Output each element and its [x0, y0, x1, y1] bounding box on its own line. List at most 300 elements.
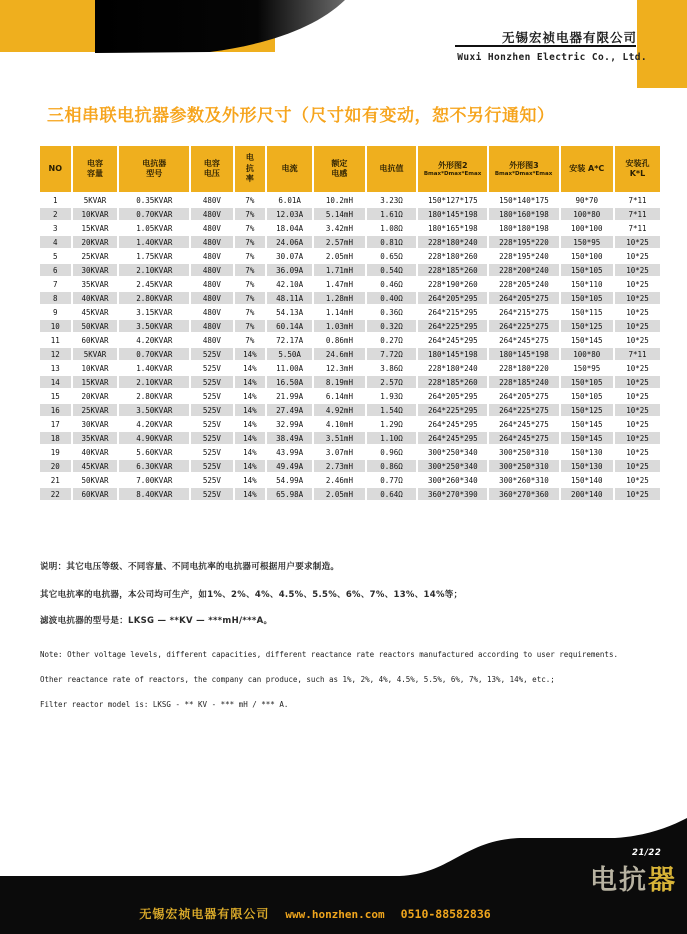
note-cn-1: 说明：其它电压等级、不同容量、不同电抗率的电抗器可根据用户要求制造。	[40, 562, 340, 572]
table-cell: 7%	[235, 306, 266, 318]
table-cell: 264*245*275	[489, 334, 558, 346]
table-cell: 480V	[191, 194, 232, 206]
table-cell: 32.99A	[267, 418, 312, 430]
table-header	[40, 146, 660, 192]
table-row	[40, 320, 660, 332]
table-cell: 2.57Ω	[367, 376, 417, 388]
table-row	[40, 488, 660, 500]
table-cell: 480V	[191, 320, 232, 332]
table-cell: 15KVAR	[73, 376, 118, 388]
table-cell: 11	[40, 334, 71, 346]
table-cell: 150*145	[561, 334, 613, 346]
table-cell: 21.99A	[267, 390, 312, 402]
spec-table	[38, 144, 662, 502]
table-cell: 10*25	[615, 488, 660, 500]
table-cell: 150*105	[561, 390, 613, 402]
table-cell: 1.10Ω	[367, 432, 417, 444]
table-cell: 30.07A	[267, 250, 312, 262]
table-cell: 264*215*295	[418, 306, 487, 318]
table-cell: 20KVAR	[73, 236, 118, 248]
brand-logo-part2: 器	[648, 865, 677, 896]
table-cell: 10*25	[615, 446, 660, 458]
table-cell: 14%	[235, 460, 266, 472]
table-cell: 2.10KVAR	[119, 376, 189, 388]
table-cell: 264*215*275	[489, 306, 558, 318]
table-cell: 2.46mH	[314, 474, 365, 486]
table-cell: 20	[40, 460, 71, 472]
table-cell: 180*165*198	[418, 222, 487, 234]
table-cell: 300*260*340	[418, 474, 487, 486]
column-header: 电流	[267, 146, 312, 192]
table-cell: 150*127*175	[418, 194, 487, 206]
table-cell: 7%	[235, 264, 266, 276]
table-cell: 49.49A	[267, 460, 312, 472]
table-cell: 10*25	[615, 390, 660, 402]
table-cell: 45KVAR	[73, 306, 118, 318]
table-cell: 0.40Ω	[367, 292, 417, 304]
table-cell: 7	[40, 278, 71, 290]
table-cell: 228*185*260	[418, 376, 487, 388]
table-cell: 10KVAR	[73, 208, 118, 220]
table-cell: 10*25	[615, 432, 660, 444]
table-cell: 480V	[191, 278, 232, 290]
footer-company-name: 无锡宏祯电器有限公司	[139, 907, 270, 921]
table-row	[40, 418, 660, 430]
table-cell: 264*205*275	[489, 292, 558, 304]
table-cell: 150*100	[561, 250, 613, 262]
table-cell: 264*245*295	[418, 432, 487, 444]
table-cell: 150*140	[561, 474, 613, 486]
table-cell: 6.14mH	[314, 390, 365, 402]
table-cell: 180*160*198	[489, 208, 558, 220]
table-cell: 150*95	[561, 236, 613, 248]
table-cell: 264*245*275	[489, 432, 558, 444]
table-cell: 54.99A	[267, 474, 312, 486]
table-cell: 19	[40, 446, 71, 458]
table-cell: 90*70	[561, 194, 613, 206]
table-cell: 1.29Ω	[367, 418, 417, 430]
table-cell: 0.35KVAR	[119, 194, 189, 206]
table-cell: 7*11	[615, 208, 660, 220]
table-cell: 27.49A	[267, 404, 312, 416]
table-cell: 10*25	[615, 320, 660, 332]
table-cell: 4.20KVAR	[119, 418, 189, 430]
table-cell: 60KVAR	[73, 488, 118, 500]
table-cell: 264*245*295	[418, 418, 487, 430]
table-cell: 100*100	[561, 222, 613, 234]
table-cell: 14%	[235, 488, 266, 500]
table-row	[40, 348, 660, 360]
table-cell: 18.04A	[267, 222, 312, 234]
table-cell: 14	[40, 376, 71, 388]
table-cell: 43.99A	[267, 446, 312, 458]
table-cell: 228*195*240	[489, 250, 558, 262]
table-cell: 7%	[235, 208, 266, 220]
table-cell: 10*25	[615, 264, 660, 276]
table-cell: 10*25	[615, 460, 660, 472]
header-divider	[455, 45, 636, 47]
table-row	[40, 376, 660, 388]
table-cell: 14%	[235, 362, 266, 374]
page-number: 21/22	[632, 848, 662, 858]
table-cell: 54.13A	[267, 306, 312, 318]
table-cell: 12.3mH	[314, 362, 365, 374]
table-cell: 2.10KVAR	[119, 264, 189, 276]
table-cell: 10*25	[615, 292, 660, 304]
table-row	[40, 292, 660, 304]
table-cell: 4.10mH	[314, 418, 365, 430]
table-cell: 0.96Ω	[367, 446, 417, 458]
table-cell: 50KVAR	[73, 320, 118, 332]
table-cell: 14%	[235, 418, 266, 430]
table-cell: 5.60KVAR	[119, 446, 189, 458]
table-cell: 14%	[235, 432, 266, 444]
page-title: 三相串联电抗器参数及外形尺寸（尺寸如有变动，恕不另行通知）	[47, 106, 555, 126]
column-header: 电 抗 率	[235, 146, 266, 192]
table-cell: 2.05mH	[314, 488, 365, 500]
table-cell: 525V	[191, 432, 232, 444]
table-cell: 228*180*220	[489, 362, 558, 374]
table-cell: 480V	[191, 306, 232, 318]
table-cell: 180*145*198	[418, 208, 487, 220]
table-cell: 525V	[191, 390, 232, 402]
table-cell: 50KVAR	[73, 474, 118, 486]
table-cell: 10*25	[615, 306, 660, 318]
table-cell: 21	[40, 474, 71, 486]
table-cell: 42.10A	[267, 278, 312, 290]
table-cell: 5.14mH	[314, 208, 365, 220]
table-cell: 1.71mH	[314, 264, 365, 276]
table-cell: 228*180*240	[418, 362, 487, 374]
table-cell: 150*145	[561, 432, 613, 444]
table-cell: 7%	[235, 292, 266, 304]
table-cell: 0.36Ω	[367, 306, 417, 318]
table-cell: 300*250*310	[489, 446, 558, 458]
table-cell: 14%	[235, 376, 266, 388]
table-cell: 1.61Ω	[367, 208, 417, 220]
table-cell: 1.47mH	[314, 278, 365, 290]
table-cell: 228*180*260	[418, 250, 487, 262]
table-row	[40, 362, 660, 374]
table-cell: 300*250*340	[418, 446, 487, 458]
table-cell: 228*185*260	[418, 264, 487, 276]
table-cell: 14%	[235, 404, 266, 416]
table-cell: 0.46Ω	[367, 278, 417, 290]
table-cell: 18	[40, 432, 71, 444]
table-cell: 3.07mH	[314, 446, 365, 458]
table-cell: 7.00KVAR	[119, 474, 189, 486]
table-cell: 11.00A	[267, 362, 312, 374]
note-cn-2: 其它电抗率的电抗器，本公司均可生产，如1%、2%、4%、4.5%、5.5%、6%、7%、13%、14%等；	[40, 590, 463, 600]
table-cell: 40KVAR	[73, 446, 118, 458]
table-cell: 180*145*198	[418, 348, 487, 360]
table-cell: 10*25	[615, 334, 660, 346]
table-cell: 525V	[191, 460, 232, 472]
table-cell: 10*25	[615, 362, 660, 374]
table-cell: 264*245*275	[489, 418, 558, 430]
table-cell: 5.50A	[267, 348, 312, 360]
table-cell: 3.23Ω	[367, 194, 417, 206]
table-cell: 2.80KVAR	[119, 390, 189, 402]
table-cell: 30KVAR	[73, 418, 118, 430]
table-cell: 480V	[191, 334, 232, 346]
table-cell: 2	[40, 208, 71, 220]
table-cell: 525V	[191, 362, 232, 374]
table-cell: 9	[40, 306, 71, 318]
table-cell: 150*130	[561, 446, 613, 458]
table-row	[40, 390, 660, 402]
table-cell: 4	[40, 236, 71, 248]
column-header: 安装孔 K*L	[615, 146, 660, 192]
table-cell: 5KVAR	[73, 348, 118, 360]
table-cell: 14%	[235, 446, 266, 458]
table-cell: 20KVAR	[73, 390, 118, 402]
table-cell: 4.92mH	[314, 404, 365, 416]
table-cell: 525V	[191, 348, 232, 360]
table-cell: 525V	[191, 404, 232, 416]
table-cell: 14%	[235, 474, 266, 486]
table-body	[40, 194, 660, 500]
table-row	[40, 446, 660, 458]
table-cell: 13	[40, 362, 71, 374]
table-cell: 5KVAR	[73, 194, 118, 206]
table-cell: 7%	[235, 334, 266, 346]
table-cell: 264*245*295	[418, 334, 487, 346]
table-cell: 14%	[235, 390, 266, 402]
table-cell: 7*11	[615, 348, 660, 360]
table-cell: 3.15KVAR	[119, 306, 189, 318]
footer-contact-line	[90, 905, 540, 922]
table-cell: 3.86Ω	[367, 362, 417, 374]
table-cell: 35KVAR	[73, 432, 118, 444]
table-cell: 22	[40, 488, 71, 500]
footer-phone-number: 0510-88582836	[400, 907, 491, 921]
table-cell: 0.81Ω	[367, 236, 417, 248]
table-cell: 7*11	[615, 194, 660, 206]
table-cell: 10*25	[615, 376, 660, 388]
table-cell: 525V	[191, 474, 232, 486]
table-cell: 0.27Ω	[367, 334, 417, 346]
table-cell: 3.50KVAR	[119, 404, 189, 416]
table-cell: 264*205*295	[418, 292, 487, 304]
column-header: 外形图3 Bmax*Dmax*Emax	[489, 146, 558, 192]
note-en-3: Filter reactor model is: LKSG - ** KV - *** mH / *** A.	[40, 700, 289, 709]
table-cell: 7*11	[615, 222, 660, 234]
table-cell: 480V	[191, 236, 232, 248]
company-name-cn: 无锡宏祯电器有限公司	[501, 30, 637, 45]
table-cell: 525V	[191, 488, 232, 500]
table-cell: 0.70KVAR	[119, 208, 189, 220]
table-cell: 480V	[191, 250, 232, 262]
table-cell: 1.08Ω	[367, 222, 417, 234]
table-cell: 7%	[235, 250, 266, 262]
table-cell: 8.19mH	[314, 376, 365, 388]
table-cell: 2.73mH	[314, 460, 365, 472]
table-cell: 10*25	[615, 250, 660, 262]
table-cell: 65.98A	[267, 488, 312, 500]
table-cell: 150*140*175	[489, 194, 558, 206]
table-cell: 0.86mH	[314, 334, 365, 346]
table-cell: 8.40KVAR	[119, 488, 189, 500]
table-cell: 60KVAR	[73, 334, 118, 346]
table-row	[40, 194, 660, 206]
table-cell: 0.86Ω	[367, 460, 417, 472]
table-cell: 1.40KVAR	[119, 362, 189, 374]
top-black-swoosh	[95, 0, 350, 54]
table-cell: 2.05mH	[314, 250, 365, 262]
column-header: 电抗器 型号	[119, 146, 189, 192]
table-cell: 10*25	[615, 418, 660, 430]
table-cell: 7%	[235, 320, 266, 332]
table-cell: 72.17A	[267, 334, 312, 346]
table-cell: 1.03mH	[314, 320, 365, 332]
table-cell: 38.49A	[267, 432, 312, 444]
header-row	[40, 146, 660, 192]
table-cell: 0.65Ω	[367, 250, 417, 262]
table-cell: 10*25	[615, 236, 660, 248]
table-row	[40, 460, 660, 472]
table-cell: 7.72Ω	[367, 348, 417, 360]
table-cell: 525V	[191, 418, 232, 430]
table-cell: 6.01A	[267, 194, 312, 206]
table-cell: 360*270*360	[489, 488, 558, 500]
column-header: 外形图2 Bmax*Dmax*Emax	[418, 146, 487, 192]
table-cell: 100*80	[561, 208, 613, 220]
table-cell: 10	[40, 320, 71, 332]
top-right-gold-block	[637, 0, 687, 88]
table-cell: 4.20KVAR	[119, 334, 189, 346]
table-cell: 1.75KVAR	[119, 250, 189, 262]
table-cell: 150*105	[561, 376, 613, 388]
brand-logo-part1: 电抗	[590, 865, 648, 896]
brand-logo	[590, 858, 677, 897]
table-cell: 300*250*310	[489, 460, 558, 472]
column-header: 电容 容量	[73, 146, 118, 192]
table-cell: 16.50A	[267, 376, 312, 388]
table-cell: 5	[40, 250, 71, 262]
table-cell: 7%	[235, 194, 266, 206]
table-cell: 6	[40, 264, 71, 276]
table-cell: 1.54Ω	[367, 404, 417, 416]
table-cell: 35KVAR	[73, 278, 118, 290]
table-cell: 6.30KVAR	[119, 460, 189, 472]
table-cell: 10KVAR	[73, 362, 118, 374]
table-row	[40, 250, 660, 262]
table-cell: 30KVAR	[73, 264, 118, 276]
table-cell: 3.50KVAR	[119, 320, 189, 332]
table-cell: 16	[40, 404, 71, 416]
table-cell: 264*225*295	[418, 404, 487, 416]
table-cell: 180*180*198	[489, 222, 558, 234]
table-cell: 10.2mH	[314, 194, 365, 206]
table-cell: 0.32Ω	[367, 320, 417, 332]
table-cell: 300*260*310	[489, 474, 558, 486]
table-cell: 1.40KVAR	[119, 236, 189, 248]
table-cell: 150*145	[561, 418, 613, 430]
table-cell: 15	[40, 390, 71, 402]
table-cell: 3.51mH	[314, 432, 365, 444]
table-cell: 150*110	[561, 278, 613, 290]
table-cell: 150*130	[561, 460, 613, 472]
table-cell: 228*200*240	[489, 264, 558, 276]
table-row	[40, 404, 660, 416]
table-cell: 10*25	[615, 404, 660, 416]
table-cell: 228*180*240	[418, 236, 487, 248]
table-row	[40, 208, 660, 220]
spec-table-wrap	[38, 144, 662, 502]
table-cell: 1.05KVAR	[119, 222, 189, 234]
note-en-2: Other reactance rate of reactors, the company can produce, such as 1%, 2%, 4%, 4.5%, 5.5%, 6%, 7%, 13%, 14%, etc.;	[40, 675, 555, 684]
table-cell: 0.70KVAR	[119, 348, 189, 360]
table-cell: 4.90KVAR	[119, 432, 189, 444]
column-header: 安装 A*C	[561, 146, 613, 192]
note-cn-3: 滤波电抗器的型号是：LKSG — **KV — ***mH/***A。	[40, 616, 273, 626]
table-cell: 1.93Ω	[367, 390, 417, 402]
column-header: NO	[40, 146, 71, 192]
table-row	[40, 474, 660, 486]
table-cell: 180*145*198	[489, 348, 558, 360]
table-cell: 100*80	[561, 348, 613, 360]
table-row	[40, 306, 660, 318]
table-cell: 2.80KVAR	[119, 292, 189, 304]
table-row	[40, 264, 660, 276]
table-cell: 360*270*390	[418, 488, 487, 500]
company-name-en: Wuxi Honzhen Electric Co., Ltd.	[457, 52, 647, 63]
table-cell: 3.42mH	[314, 222, 365, 234]
table-cell: 480V	[191, 222, 232, 234]
table-cell: 8	[40, 292, 71, 304]
table-cell: 228*190*260	[418, 278, 487, 290]
table-cell: 480V	[191, 264, 232, 276]
table-cell: 10*25	[615, 278, 660, 290]
table-cell: 2.57mH	[314, 236, 365, 248]
table-cell: 264*225*275	[489, 320, 558, 332]
table-cell: 15KVAR	[73, 222, 118, 234]
table-cell: 1	[40, 194, 71, 206]
table-cell: 17	[40, 418, 71, 430]
table-cell: 480V	[191, 292, 232, 304]
column-header: 电容 电压	[191, 146, 232, 192]
table-cell: 24.6mH	[314, 348, 365, 360]
table-cell: 48.11A	[267, 292, 312, 304]
table-cell: 10*25	[615, 474, 660, 486]
table-cell: 525V	[191, 376, 232, 388]
table-cell: 150*105	[561, 292, 613, 304]
table-cell: 480V	[191, 208, 232, 220]
table-cell: 150*105	[561, 264, 613, 276]
table-row	[40, 236, 660, 248]
table-cell: 40KVAR	[73, 292, 118, 304]
table-cell: 0.77Ω	[367, 474, 417, 486]
footer-website-link[interactable]: www.honzhen.com	[285, 908, 385, 921]
column-header: 额定 电感	[314, 146, 365, 192]
table-row	[40, 222, 660, 234]
table-cell: 264*225*275	[489, 404, 558, 416]
table-cell: 7%	[235, 278, 266, 290]
table-cell: 7%	[235, 222, 266, 234]
table-cell: 3	[40, 222, 71, 234]
table-cell: 45KVAR	[73, 460, 118, 472]
table-cell: 150*115	[561, 306, 613, 318]
table-cell: 0.64Ω	[367, 488, 417, 500]
table-row	[40, 432, 660, 444]
table-cell: 1.14mH	[314, 306, 365, 318]
note-en-1: Note: Other voltage levels, different capacities, different reactance rate reactors manufactured according to user requirements.	[40, 650, 618, 659]
table-cell: 150*125	[561, 320, 613, 332]
table-cell: 14%	[235, 348, 266, 360]
table-cell: 228*205*240	[489, 278, 558, 290]
table-cell: 25KVAR	[73, 250, 118, 262]
